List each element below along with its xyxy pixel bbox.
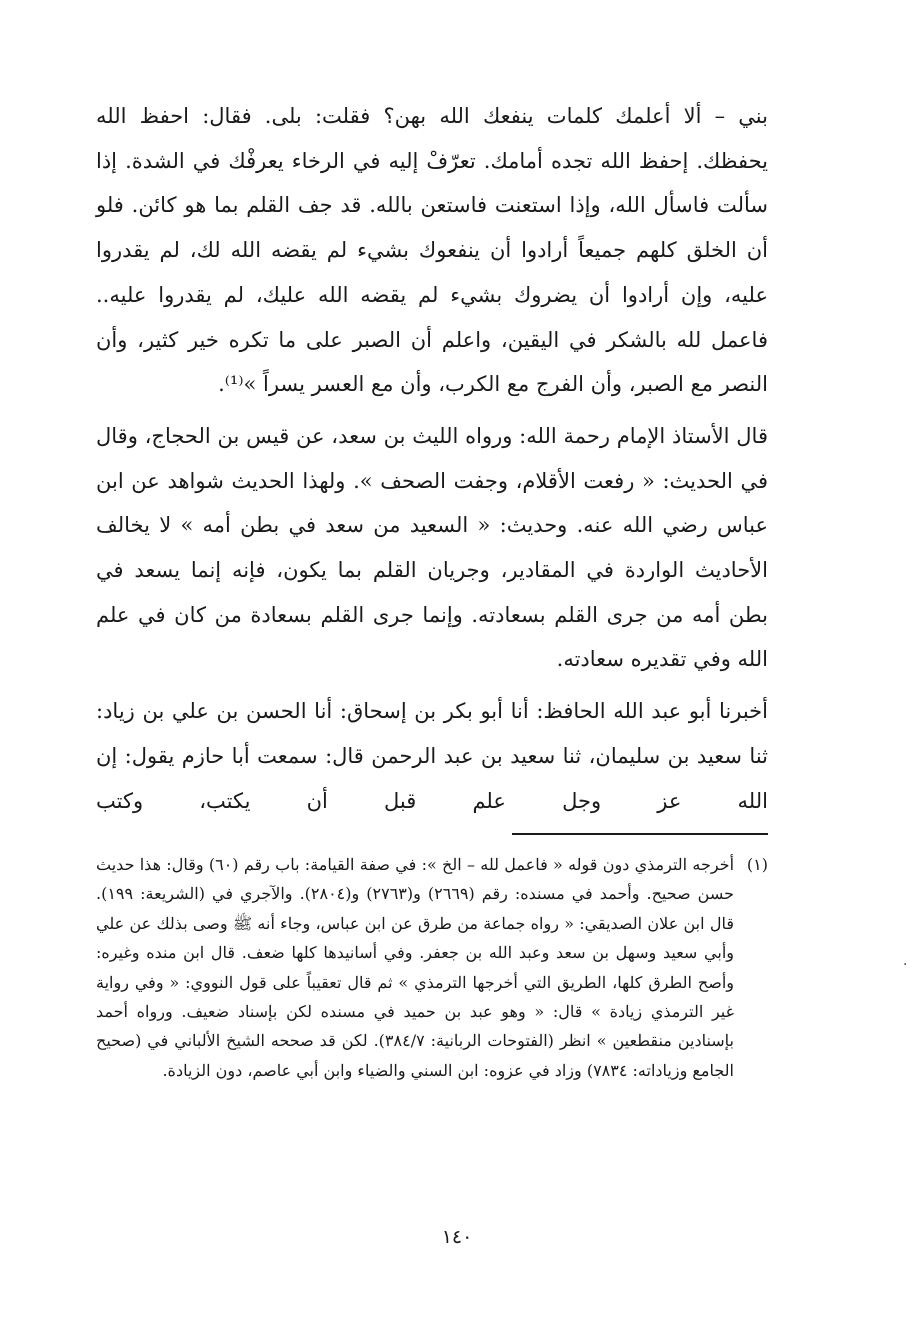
footnotes xyxy=(96,850,768,1085)
paragraph-2: قال الأستاذ الإمام رحمة الله: ورواه الليث بن سعد، عن قيس بن الحجاج، وقال في الحديث: « رفعت الأقلام، وجفت الصحف ». ولهذا الحديث شواهد عن ابن عباس رضي الله عنه. وحديث: « السعيد من سعد في بطن أمه » لا يخالف الأحاديث الواردة في المقادير، وجريان القلم بما يكون، فإنه إنما يسعد في بطن أمه من جرى القلم بسعادته. وإنما جرى القلم بسعادة من كان في علم الله وفي تقديره سعادته. xyxy=(96,423,768,672)
page-number: ١٤٠ xyxy=(441,1226,473,1248)
footnote-text: أخرجه الترمذي دون قوله « فاعمل لله – الخ »: في صفة القيامة: باب رقم (٦٠) وقال: هذا حديث حسن صحيح. وأحمد في مسنده: رقم (٢٦٦٩) و(٢٧٦٣) و(٢٨٠٤). والآجري في (الشريعة: ١٩٩). قال ابن علان الصديقي: « رواه جماعة من طرق عن ابن عباس، وجاء أنه ﷺ وصى بذلك عن علي وأبي سعيد وسهل بن سعد وعبد الله بن جعفر. وفي أسانيدها كلها ضعف. قال ابن منده وغيره: وأصح الطرق كلها، الطريق التي أخرجها الترمذي » ثم قال تعقيباً على قول النووي: « وفي رواية غير الترمذي زيادة » قال: « وهو عبد بن حميد في مسنده لكن بإسناد ضعيف. ورواه أحمد بإسنادين منقطعين » انظر (الفتوحات الربانية: ٣٨٤/٧). لكن قد صححه الشيخ الألباني في (صحيح الجامع وزياداته: ٧٨٣٤) وزاد في عزوه: ابن السني والضياء وابن أبي عاصم، دون الزيادة. xyxy=(96,855,735,1080)
footnote-1 xyxy=(96,850,768,1085)
paragraph-1: بني – ألا أعلمك كلمات ينفعك الله بهن؟ فقلت: بلى. فقال: احفظ الله يحفظك. إحفظ الله تجده أمامك. تعرّفْ إليه في الرخاء يعرفْك في الشدة. إذا سألت فاسأل الله، وإذا استعنت فاستعن بالله. قد جف القلم بما هو كائن. فلو أن الخلق كلهم جميعاً أرادوا أن ينفعوك بشيء لم يقضه الله لك، لم يقدروا عليه، وإن أرادوا أن يضروك بشيء لم يقضه الله عليك، لم يقدروا عليه.. فاعمل لله بالشكر في اليقين، واعلم أن الصبر على ما تكره خير كثير، وأن النصر مع الصبر، وأن الفرج مع الكرب، وأن مع العسر يسراً »⁽¹⁾. xyxy=(96,104,768,397)
footnote-separator xyxy=(512,833,768,835)
paragraph-3: أخبرنا أبو عبد الله الحافظ: أنا أبو بكر بن إسحاق: أنا الحسن بن علي بن زياد: ثنا سعيد بن سليمان، ثنا سعيد بن عبد الرحمن قال: سمعت أبا حازم يقول: إن الله عز وجل علم قبل أن يكتب، وكتب xyxy=(96,699,768,813)
margin-mark: · xyxy=(903,957,908,973)
footnote-number: (١) xyxy=(746,855,768,874)
main-text xyxy=(96,94,768,823)
